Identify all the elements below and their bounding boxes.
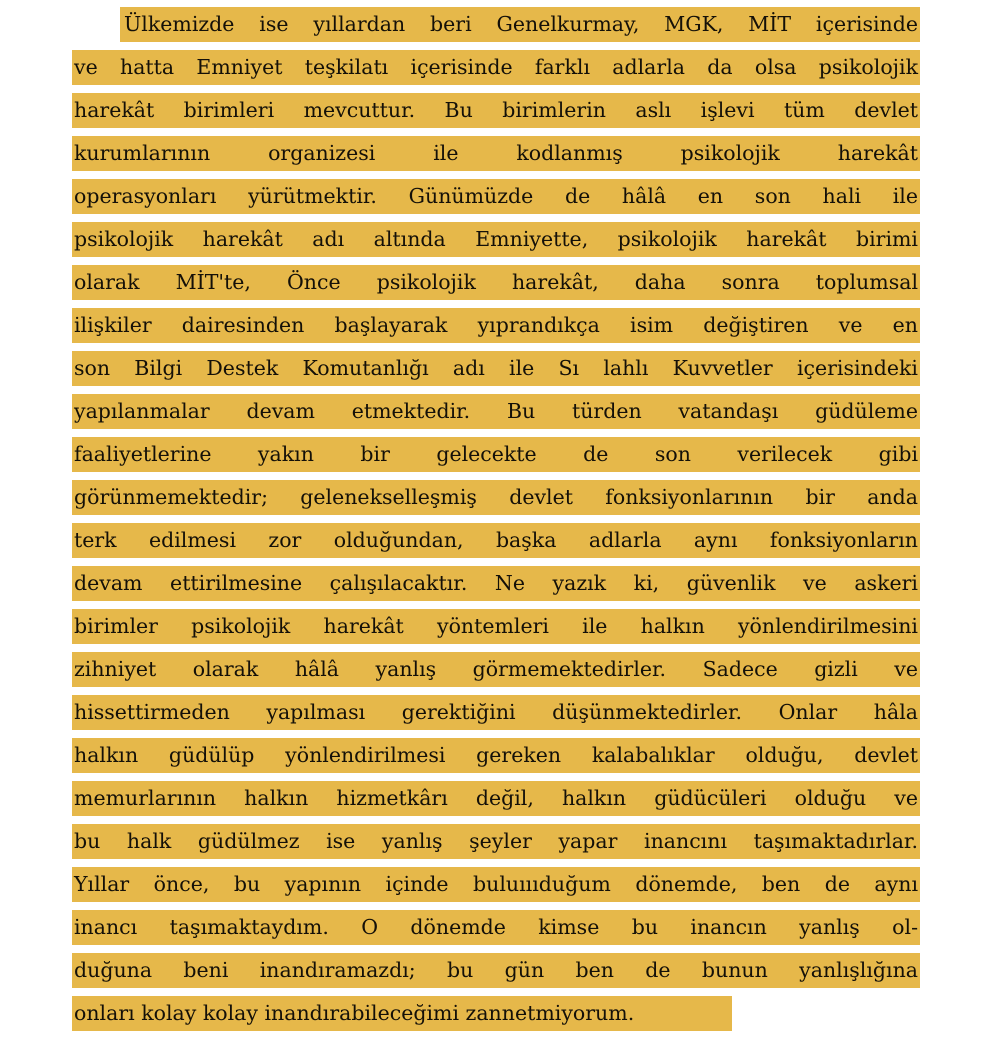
- text-line: [72, 734, 920, 777]
- text-line: [72, 390, 920, 433]
- line-text: Ülkemizde ise yıllardan beri Genelkurmay, MGK, MİT içerisinde: [124, 12, 918, 36]
- line-text: ilişkiler dairesinden başlayarak yıprandıkça isim değiştiren ve en: [74, 313, 918, 337]
- line-text: harekât birimleri mevcuttur. Bu birimlerin aslı işlevi tüm devlet: [74, 98, 918, 122]
- line-text: yapılanmalar devam etmektedir. Bu türden vatandaşı güdüleme: [74, 399, 918, 423]
- text-line: [72, 992, 920, 1035]
- line-text: zihniyet olarak hâlâ yanlış görmemektedirler. Sadece gizli ve: [74, 657, 918, 681]
- line-text: son Bilgi Destek Komutanlığı adı ile Sı lahlı Kuvvetler içerisindeki: [74, 356, 918, 380]
- line-text: inancı taşımaktaydım. O dönemde kimse bu inancın yanlış ol-: [74, 915, 918, 939]
- line-text: terk edilmesi zor olduğundan, başka adlarla aynı fonksiyonların: [74, 528, 918, 552]
- text-line: [72, 175, 920, 218]
- line-text: kurumlarının organizesi ile kodlanmış psikolojik harekât: [74, 141, 918, 165]
- line-text: bu halk güdülmez ise yanlış şeyler yapar inancını taşımaktadırlar.: [74, 829, 918, 853]
- text-line: [72, 89, 920, 132]
- text-line: [72, 132, 920, 175]
- line-text: onları kolay kolay inandırabileceğimi zannetmiyorum.: [74, 1001, 635, 1025]
- text-line: [72, 476, 920, 519]
- text-line: [72, 433, 920, 476]
- text-line: [72, 46, 920, 89]
- line-text: operasyonları yürütmektir. Günümüzde de hâlâ en son hali ile: [74, 184, 918, 208]
- text-line: [72, 691, 920, 734]
- line-text: hissettirmeden yapılması gerektiğini düşünmektedirler. Onlar hâla: [74, 700, 918, 724]
- line-text: psikolojik harekât adı altında Emniyette, psikolojik harekât birimi: [74, 227, 918, 251]
- text-line: [72, 906, 920, 949]
- line-text: olarak MİT'te, Önce psikolojik harekât, daha sonra toplumsal: [74, 270, 918, 294]
- line-text: görünmemektedir; gelenekselleşmiş devlet fonksiyonlarının bir anda: [74, 485, 918, 509]
- text-line: [72, 605, 920, 648]
- line-text: faaliyetlerine yakın bir gelecekte de son verilecek gibi: [74, 442, 918, 466]
- text-line: [72, 949, 920, 992]
- line-text: Yıllar önce, bu yapının içinde buluıııduğum dönemde, ben de aynı: [74, 872, 918, 896]
- line-text: duğuna beni inandıramazdı; bu gün ben de bunun yanlışlığına: [74, 958, 918, 982]
- highlighted-paragraph: [72, 3, 920, 1035]
- line-text: halkın güdülüp yönlendirilmesi gereken kalabalıklar olduğu, devlet: [74, 743, 918, 767]
- line-text: devam ettirilmesine çalışılacaktır. Ne yazık ki, güvenlik ve askeri: [74, 571, 918, 595]
- text-line: [72, 863, 920, 906]
- text-line: [72, 648, 920, 691]
- text-line: [72, 777, 920, 820]
- text-line: [72, 304, 920, 347]
- line-text: memurlarının halkın hizmetkârı değil, halkın güdücüleri olduğu ve: [74, 786, 918, 810]
- text-line: [72, 347, 920, 390]
- text-line: [72, 820, 920, 863]
- line-text: ve hatta Emniyet teşkilatı içerisinde farklı adlarla da olsa psikolojik: [74, 55, 918, 79]
- text-line: [72, 3, 920, 46]
- line-text: birimler psikolojik harekât yöntemleri ile halkın yönlendirilmesini: [74, 614, 918, 638]
- text-line: [72, 519, 920, 562]
- text-line: [72, 218, 920, 261]
- text-line: [72, 562, 920, 605]
- text-line: [72, 261, 920, 304]
